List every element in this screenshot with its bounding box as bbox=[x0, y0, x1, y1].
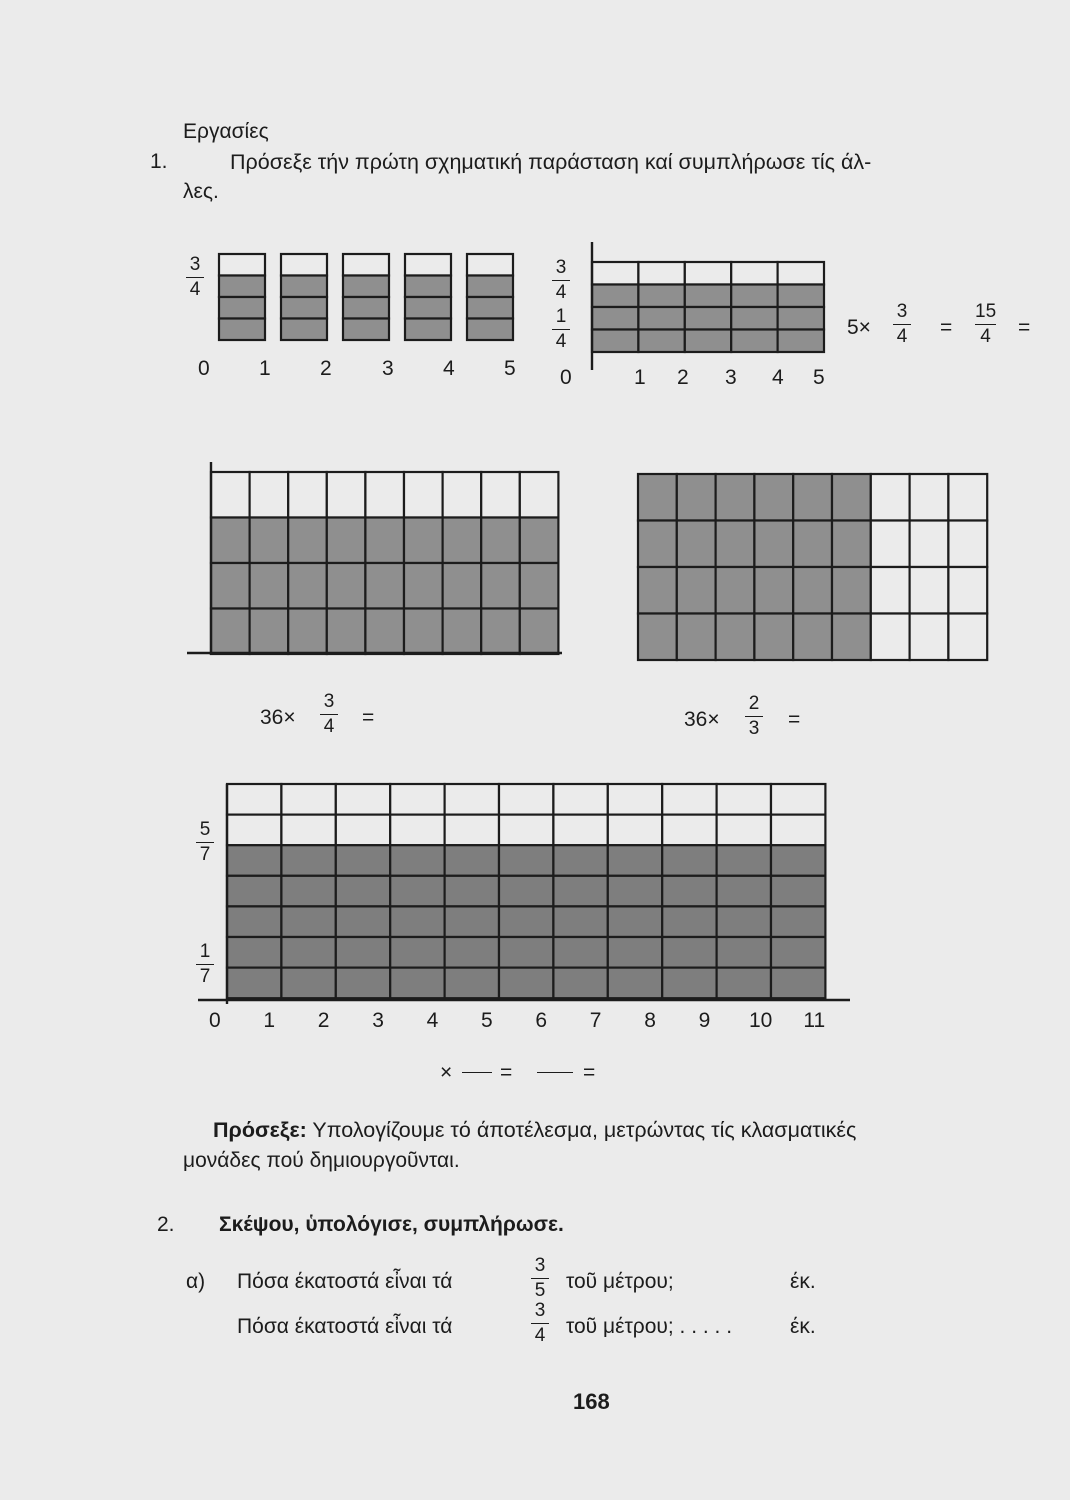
empty-cell bbox=[390, 815, 444, 846]
shaded-cell bbox=[445, 937, 499, 968]
shaded-cell bbox=[227, 845, 281, 876]
fraction-denominator: 5 bbox=[534, 1280, 546, 1301]
shaded-cell bbox=[390, 968, 444, 999]
shaded-cell bbox=[390, 906, 444, 937]
shaded-cell bbox=[553, 937, 607, 968]
fraction-numerator: 1 bbox=[555, 306, 567, 327]
figure-e-label-bottom bbox=[196, 942, 214, 987]
empty-cell bbox=[281, 815, 335, 846]
shaded-cell bbox=[771, 876, 825, 907]
task2-q1-fraction bbox=[531, 1256, 549, 1301]
fraction-denominator: 4 bbox=[980, 326, 991, 347]
fraction-numerator: 15 bbox=[975, 301, 997, 322]
shaded-cell bbox=[608, 968, 662, 999]
fraction-numerator: 2 bbox=[748, 693, 760, 714]
empty-cell bbox=[445, 784, 499, 815]
empty-cell bbox=[227, 815, 281, 846]
shaded-cell bbox=[608, 876, 662, 907]
fraction-numerator: 5 bbox=[199, 819, 211, 840]
figure-e-blank-2 bbox=[537, 1072, 573, 1073]
shaded-cell bbox=[499, 968, 553, 999]
fraction-denominator: 7 bbox=[199, 844, 211, 865]
note-text-line1: Υπολογίζουμε τό άποτέλεσμα, μετρώντας τίς κλασματικές bbox=[306, 1118, 857, 1142]
figure-a-tick-label: 1 bbox=[259, 357, 271, 380]
figure-b-equals: = bbox=[940, 316, 953, 339]
shaded-cell bbox=[553, 968, 607, 999]
figure-e-tick-label: 2 bbox=[317, 1009, 330, 1032]
shaded-cell bbox=[717, 906, 771, 937]
fraction-denominator: 4 bbox=[555, 331, 567, 352]
figure-b-tick-label: 2 bbox=[677, 366, 689, 389]
shaded-cell bbox=[445, 876, 499, 907]
task2-q2-fraction bbox=[531, 1301, 549, 1346]
fraction-numerator: 3 bbox=[896, 301, 908, 322]
fraction-denominator: 4 bbox=[555, 282, 567, 303]
empty-cell bbox=[717, 784, 771, 815]
figure-b-tick-label: 3 bbox=[725, 366, 737, 389]
task1-instruction-line2: λες. bbox=[183, 180, 219, 203]
shaded-cell bbox=[445, 968, 499, 999]
fraction-denominator: 4 bbox=[896, 326, 908, 347]
empty-cell bbox=[608, 784, 662, 815]
figure-e-tick-label: 11 bbox=[803, 1009, 826, 1032]
shaded-cell bbox=[227, 876, 281, 907]
fraction-numerator: 3 bbox=[534, 1300, 546, 1321]
task1-number: 1. bbox=[150, 150, 168, 173]
shaded-cell bbox=[445, 906, 499, 937]
figure-e-tick-label: 5 bbox=[481, 1009, 493, 1032]
empty-cell bbox=[553, 784, 607, 815]
figure-c-equals: = bbox=[362, 706, 375, 729]
figure-a-tick-label: 2 bbox=[320, 357, 332, 380]
empty-cell bbox=[608, 815, 662, 846]
task2-q1-text: Πόσα έκατοστά εἶναι τά bbox=[237, 1270, 453, 1293]
figure-a-tick-label: 0 bbox=[198, 357, 210, 380]
shaded-cell bbox=[281, 968, 335, 999]
shaded-cell bbox=[553, 906, 607, 937]
shaded-cell bbox=[553, 876, 607, 907]
figure-e-tick-label: 0 bbox=[209, 1009, 221, 1032]
fraction-numerator: 3 bbox=[534, 1255, 546, 1276]
shaded-cell bbox=[281, 845, 335, 876]
shaded-cell bbox=[771, 845, 825, 876]
figure-e-tick-label: 10 bbox=[749, 1009, 773, 1032]
shaded-cell bbox=[608, 937, 662, 968]
empty-cell bbox=[553, 815, 607, 846]
page-number: 168 bbox=[573, 1389, 610, 1414]
shaded-cell bbox=[662, 968, 716, 999]
shaded-cell bbox=[771, 906, 825, 937]
shaded-cell bbox=[281, 937, 335, 968]
task2-q2-text: Πόσα έκατοστά εἶναι τά bbox=[237, 1315, 453, 1338]
figure-e-tick-label: 8 bbox=[644, 1009, 656, 1032]
empty-cell bbox=[771, 784, 825, 815]
shaded-cell bbox=[717, 876, 771, 907]
task2-q1-after: τοῦ μέτρου; bbox=[566, 1270, 674, 1293]
figure-b-tick-label: 5 bbox=[813, 366, 825, 389]
figure-a-tick-label: 5 bbox=[504, 357, 516, 380]
shaded-cell bbox=[390, 876, 444, 907]
fraction-denominator: 4 bbox=[534, 1325, 546, 1346]
shaded-cell bbox=[445, 845, 499, 876]
shaded-cell bbox=[553, 845, 607, 876]
shaded-cell bbox=[390, 845, 444, 876]
figure-e-blank-1 bbox=[462, 1072, 492, 1073]
note-line1 bbox=[213, 1118, 856, 1143]
fraction-denominator: 4 bbox=[323, 716, 335, 737]
task2-q2-unit: έκ. bbox=[790, 1315, 816, 1338]
figure-a-tick-label: 3 bbox=[382, 357, 394, 380]
shaded-cell bbox=[227, 937, 281, 968]
shaded-cell bbox=[717, 937, 771, 968]
fraction-numerator: 3 bbox=[323, 691, 335, 712]
figure-a-tick-label: 4 bbox=[443, 357, 455, 380]
empty-cell bbox=[445, 815, 499, 846]
empty-cell bbox=[281, 784, 335, 815]
empty-cell bbox=[717, 815, 771, 846]
shaded-cell bbox=[336, 937, 390, 968]
shaded-cell bbox=[771, 968, 825, 999]
shaded-cell bbox=[717, 968, 771, 999]
fraction-numerator: 1 bbox=[199, 941, 211, 962]
shaded-cell bbox=[281, 906, 335, 937]
shaded-cell bbox=[608, 845, 662, 876]
empty-cell bbox=[662, 784, 716, 815]
task2-item-a-label: α) bbox=[186, 1270, 206, 1293]
shaded-cell bbox=[499, 937, 553, 968]
shaded-cell bbox=[336, 876, 390, 907]
empty-cell bbox=[771, 815, 825, 846]
shaded-cell bbox=[336, 845, 390, 876]
task1-instruction-line1: Πρόσεξε τήν πρώτη σχηματική παράσταση καί συμπλήρωσε τίς άλ- bbox=[230, 150, 872, 174]
figure-e-equals: = bbox=[500, 1061, 513, 1084]
fraction-numerator: 3 bbox=[189, 254, 201, 275]
figure-b-tick-label: 1 bbox=[634, 366, 646, 389]
empty-cell bbox=[390, 784, 444, 815]
figure-e-tick-label: 3 bbox=[372, 1009, 384, 1032]
fraction-denominator: 4 bbox=[189, 279, 201, 300]
shaded-cell bbox=[499, 876, 553, 907]
figure-b-mult: 5× bbox=[847, 316, 871, 339]
empty-cell bbox=[662, 815, 716, 846]
shaded-cell bbox=[390, 937, 444, 968]
empty-cell bbox=[499, 815, 553, 846]
task2-number: 2. bbox=[157, 1213, 175, 1236]
shaded-cell bbox=[227, 906, 281, 937]
shaded-cell bbox=[499, 845, 553, 876]
figure-e-tick-label: 1 bbox=[263, 1009, 276, 1032]
shaded-cell bbox=[771, 937, 825, 968]
fraction-denominator: 7 bbox=[199, 966, 211, 987]
shaded-cell bbox=[281, 876, 335, 907]
task2-q1-unit: έκ. bbox=[790, 1270, 816, 1293]
shaded-cell bbox=[336, 968, 390, 999]
figure-e-times: × bbox=[440, 1061, 453, 1084]
figure-e-tick-label: 9 bbox=[698, 1009, 711, 1032]
figure-e-equals-2: = bbox=[583, 1061, 596, 1084]
empty-cell bbox=[499, 784, 553, 815]
shaded-cell bbox=[227, 968, 281, 999]
section-title: Εργασίες bbox=[183, 120, 269, 143]
empty-cell bbox=[336, 815, 390, 846]
shaded-cell bbox=[662, 845, 716, 876]
figure-e-tick-label: 6 bbox=[535, 1009, 548, 1032]
task2-q2-after: τοῦ μέτρου; . . . . . bbox=[566, 1315, 733, 1338]
task2-title: Σκέψου, ὑπολόγισε, συμπλήρωσε. bbox=[219, 1213, 564, 1236]
shaded-cell bbox=[662, 937, 716, 968]
figure-d-equals: = bbox=[788, 708, 801, 731]
shaded-cell bbox=[662, 876, 716, 907]
figure-e-label-top bbox=[196, 820, 214, 865]
figure-d-mult: 36× bbox=[684, 708, 720, 731]
figure-e-tick-label: 4 bbox=[426, 1009, 439, 1032]
shaded-cell bbox=[717, 845, 771, 876]
shaded-cell bbox=[336, 906, 390, 937]
figure-b-equals-2: = bbox=[1018, 316, 1031, 339]
figure-b-tick-label: 0 bbox=[560, 366, 572, 389]
empty-cell bbox=[336, 784, 390, 815]
fraction-numerator: 3 bbox=[555, 257, 567, 278]
shaded-cell bbox=[499, 906, 553, 937]
empty-cell bbox=[227, 784, 281, 815]
shaded-cell bbox=[662, 906, 716, 937]
figure-c-mult: 36× bbox=[260, 706, 296, 729]
shaded-cell bbox=[608, 906, 662, 937]
note-text-line2: μονάδες πού δημιουργοῦνται. bbox=[183, 1149, 460, 1172]
figure-b-tick-label: 4 bbox=[772, 366, 784, 389]
fraction-denominator: 3 bbox=[748, 718, 760, 739]
note-label: Πρόσεξε: bbox=[213, 1118, 307, 1142]
figure-e-tick-label: 7 bbox=[589, 1009, 602, 1032]
